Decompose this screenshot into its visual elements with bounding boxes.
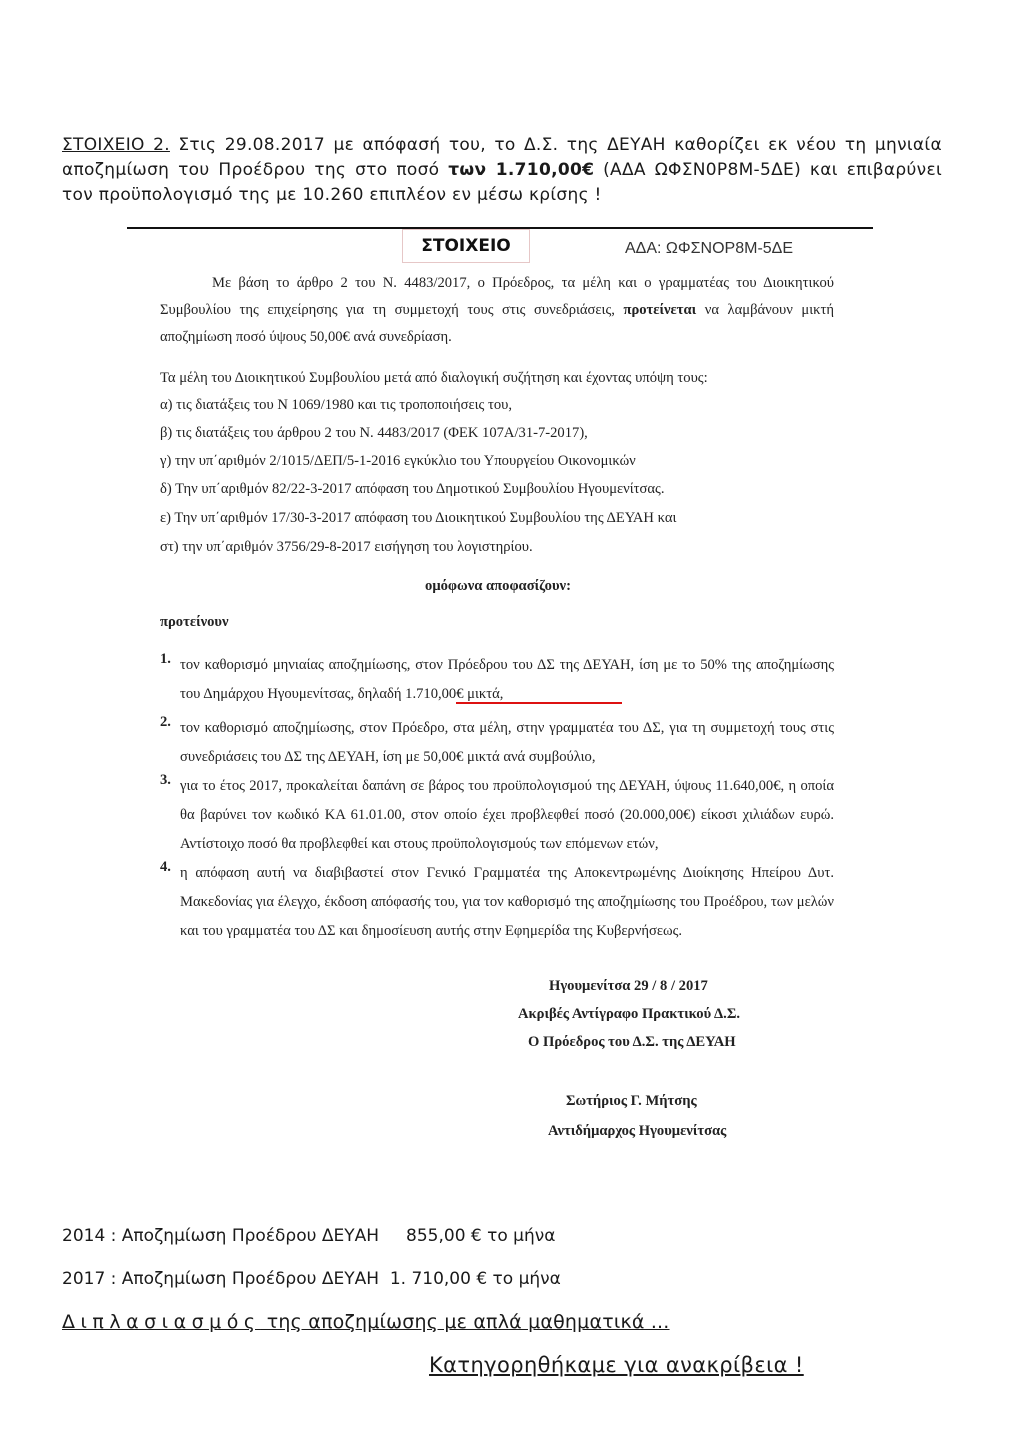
para1-text-b: να λαμβάνουν μικτή αποζημίωση ποσό ύψους 50,00€ ανά συνεδρίαση. bbox=[160, 302, 834, 345]
doubling-statement bbox=[62, 1311, 670, 1333]
red-underline-amount bbox=[456, 702, 622, 704]
clause-f: στ) την υπ΄αριθμόν 3756/29-8-2017 εισήγηση του λογιστηρίου. bbox=[160, 539, 533, 555]
item-number: 2. bbox=[160, 714, 171, 730]
signature-title: Αντιδήμαρχος Ηγουμενίτσας bbox=[548, 1123, 727, 1139]
item-text: τον καθορισμό μηνιαίας αποζημίωσης, στον Πρόεδρου του ΔΣ της ΔΕΥΑΗ, ίση με το 50% της αποζημίωσης του Δημάρχου Ηγουμενίτσας, δηλαδή 1.710,00€ μικτά, bbox=[180, 657, 834, 702]
signature-role: Ο Πρόεδρος του Δ.Σ. της ΔΕΥΑΗ bbox=[528, 1034, 736, 1050]
doubling-rest: της αποζημίωσης με απλά μαθηματικά ... bbox=[260, 1311, 670, 1333]
intro-paragraph bbox=[62, 133, 942, 208]
item-text: τον καθορισμό αποζημίωσης, στον Πρόεδρο, στα μέλη, στην γραμματέα του ΔΣ, για τη συμμετοχή τους στις συνεδριάσεις του ΔΣ της ΔΕΥΑΗ, ίση με 50,00€ μικτά ανά συμβούλιο, bbox=[180, 720, 834, 765]
clause-c: γ) την υπ΄αριθμόν 2/1015/ΔΕΠ/5-1-2016 εγκύκλιο του Υπουργείου Οικονομικών bbox=[160, 453, 636, 469]
accused-statement: Κατηγορηθήκαμε για ανακρίβεια ! bbox=[429, 1353, 804, 1377]
item-number: 3. bbox=[160, 772, 171, 788]
unanimous-decision: ομόφωνα αποφασίζουν: bbox=[425, 578, 571, 594]
clause-a: α) τις διατάξεις του Ν 1069/1980 και τις τροποποιήσεις του, bbox=[160, 397, 513, 413]
item-text: η απόφαση αυτή να διαβιβαστεί στον Γενικό Γραμματέα της Αποκεντρωμένης Διοίκησης Ηπείρου Δυτ. Μακεδονίας για έλεγχο, έκδοση απόφασής του, για τον καθορισμό της αποζημίωσης του Προέδρου, των μελών και του γραμματέα του ΔΣ και δημοσίευση αυτής στην Εφημερίδα της Κυβερνήσεως. bbox=[180, 865, 834, 939]
considering-line: Τα μέλη του Διοικητικού Συμβουλίου μετά από διαλογική συζήτηση και έχοντας υπόψη τους: bbox=[160, 370, 708, 386]
comparison-2017: 2017 : Αποζημίωση Προέδρου ΔΕΥΑΗ 1. 710,00 € το μήνα bbox=[62, 1269, 561, 1289]
para1-bold: προτείνεται bbox=[623, 302, 697, 318]
intro-bold-amount: των 1.710,00€ bbox=[448, 160, 595, 180]
intro-text-1: Στις 29.08.2017 με απόφασή του, το Δ.Σ. της ΔΕΥΑΗ καθορίζει εκ νέου τη μηνιαία αποζημίωση του Προέδρου της στο ποσό bbox=[62, 135, 942, 180]
clause-e: ε) Την υπ΄αριθμόν 17/30-3-2017 απόφαση του Διοικητικού Συμβουλίου της ΔΕΥΑΗ και bbox=[160, 510, 677, 526]
para1-text-a: Με βάση το άρθρο 2 του Ν. 4483/2017, ο Πρόεδρος, τα μέλη και ο γραμματέας του Διοικητικού Συμβουλίου της επιχείρησης για τη συμμετοχή τους στις συνεδριάσεις, bbox=[160, 275, 834, 318]
clause-b: β) τις διατάξεις του άρθρου 2 του Ν. 4483/2017 (ΦΕΚ 107Α/31-7-2017), bbox=[160, 425, 588, 441]
decision-intro-paragraph bbox=[160, 270, 834, 351]
stoixeio-stamp: ΣΤΟΙΧΕΙΟ bbox=[402, 229, 530, 263]
comparison-2014: 2014 : Αποζημίωση Προέδρου ΔΕΥΑΗ 855,00 € το μήνα bbox=[62, 1226, 556, 1246]
item-number: 1. bbox=[160, 651, 171, 667]
signature-date: Ηγουμενίτσα 29 / 8 / 2017 bbox=[549, 978, 708, 994]
item-number: 4. bbox=[160, 859, 171, 875]
propose-heading: προτείνουν bbox=[160, 614, 229, 630]
doubling-word: Διπλασιασμός bbox=[62, 1311, 261, 1333]
signature-copy: Ακριβές Αντίγραφο Πρακτικού Δ.Σ. bbox=[518, 1006, 741, 1022]
clause-d: δ) Την υπ΄αριθμόν 82/22-3-2017 απόφαση του Δημοτικού Συμβουλίου Ηγουμενίτσας. bbox=[160, 481, 665, 497]
intro-text-2: (ΑΔΑ ΩΦΣΝ0Ρ8Μ-5ΔΕ) και επιβαρύνει τον προϋπολογισμό της με 10.260 επιπλέον εν μέσω κρίσης ! bbox=[62, 160, 942, 205]
item-text: για το έτος 2017, προκαλείται δαπάνη σε βάρος του προϋπολογισμού της ΔΕΥΑΗ, ύψους 11.640,00€, η οποία θα βαρύνει τον κωδικό ΚΑ 61.01.00, στον οποίο έχει προβλεφθεί ποσό (20.000,00€) είκοσι χιλιάδων ευρώ. Αντίστοιχο ποσό θα προβλεφθεί και στους προϋπολογισμούς των επόμενων ετών, bbox=[180, 778, 834, 852]
ada-code: ΑΔΑ: ΩΦΣΝΟΡ8Μ-5ΔΕ bbox=[625, 240, 794, 257]
signature-name: Σωτήριος Γ. Μήτσης bbox=[566, 1093, 697, 1109]
intro-label: ΣΤΟΙΧΕΙΟ 2. bbox=[62, 135, 170, 155]
